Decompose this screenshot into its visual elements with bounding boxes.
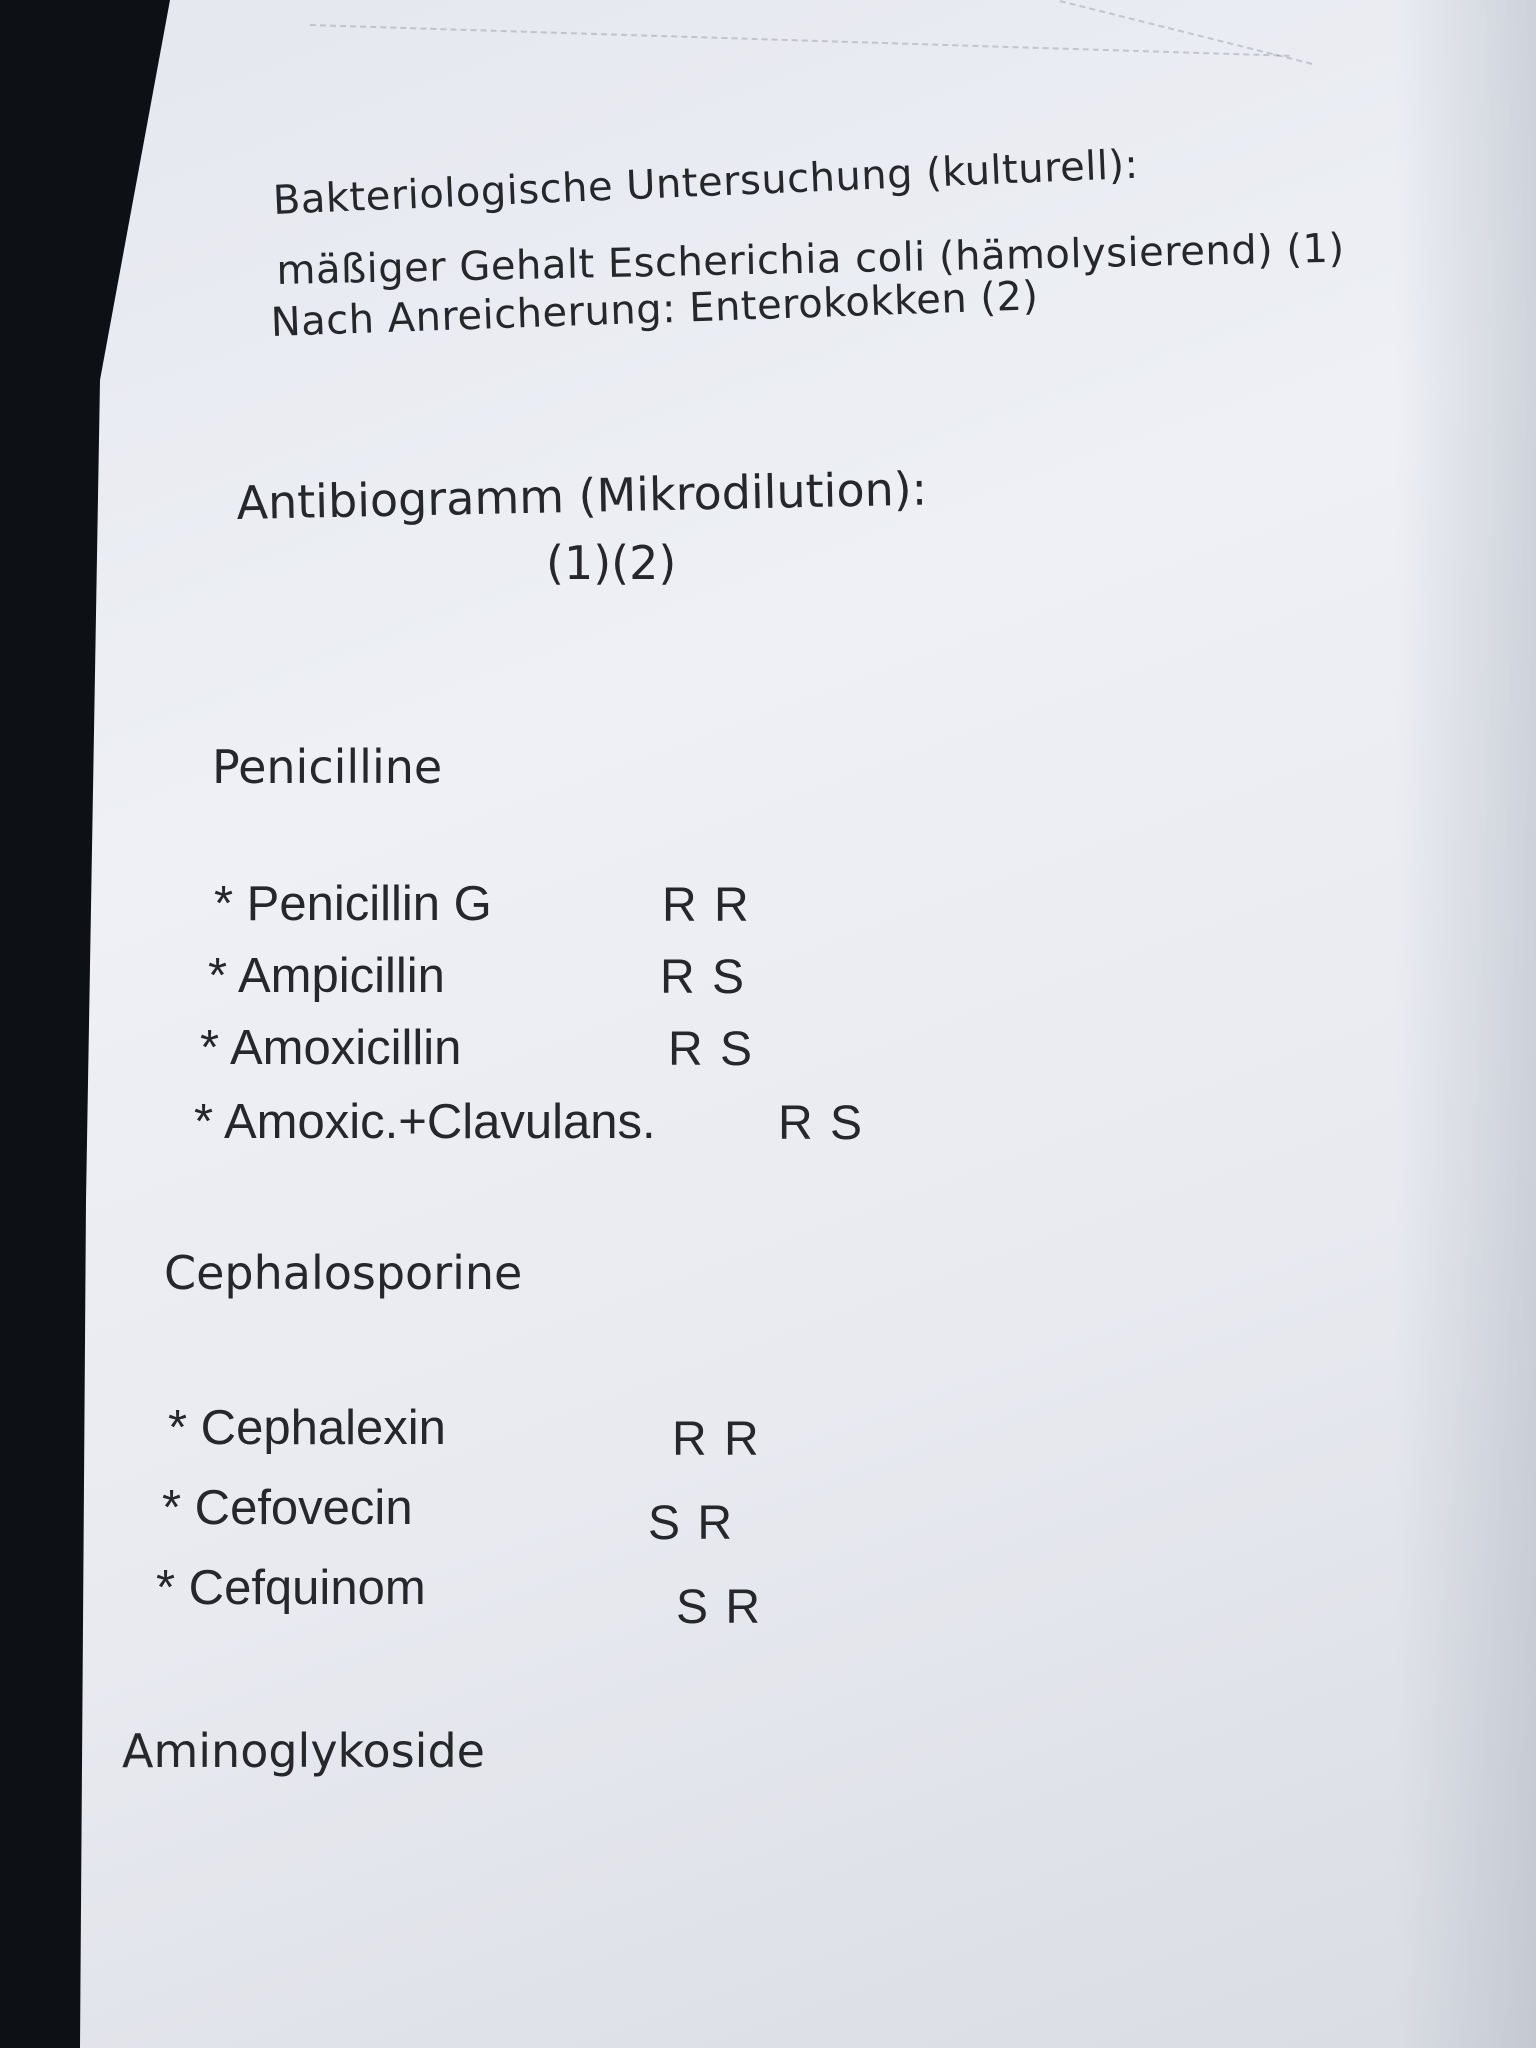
drug-result: R S	[660, 951, 747, 1004]
header-line-2: mäßiger Gehalt Escherichia coli (hämolysierend) (1)	[276, 225, 1346, 294]
group-title-penicilline: Penicilline	[212, 740, 443, 794]
drug-name: * Cefovecin	[162, 1481, 413, 1535]
drug-result: R S	[778, 1097, 865, 1150]
drug-result: R R	[672, 1413, 761, 1466]
drug-name: * Cefquinom	[156, 1561, 426, 1615]
drug-name: * Amoxic.+Clavulans.	[194, 1095, 656, 1149]
header-line-3: Nach Anreicherung: Enterokokken (2)	[270, 273, 1040, 346]
drug-result: R R	[662, 879, 751, 932]
group-title-aminoglykoside: Aminoglykoside	[122, 1724, 485, 1778]
antibiogram-title: Antibiogramm (Mikrodilution):	[236, 461, 928, 530]
drug-result: S R	[648, 1497, 735, 1550]
drug-result: R S	[668, 1023, 755, 1076]
antibiogram-columns: (1)(2)	[546, 536, 677, 590]
drug-name: * Amoxicillin	[200, 1021, 462, 1075]
header-line-1: Bakteriologische Untersuchung (kulturell):	[272, 141, 1140, 224]
drug-name: * Penicillin G	[214, 877, 492, 931]
drug-result: S R	[676, 1581, 763, 1634]
drug-name: * Ampicillin	[208, 949, 445, 1003]
drug-name: * Cephalexin	[168, 1401, 446, 1455]
group-title-cephalosporine: Cephalosporine	[164, 1246, 523, 1300]
